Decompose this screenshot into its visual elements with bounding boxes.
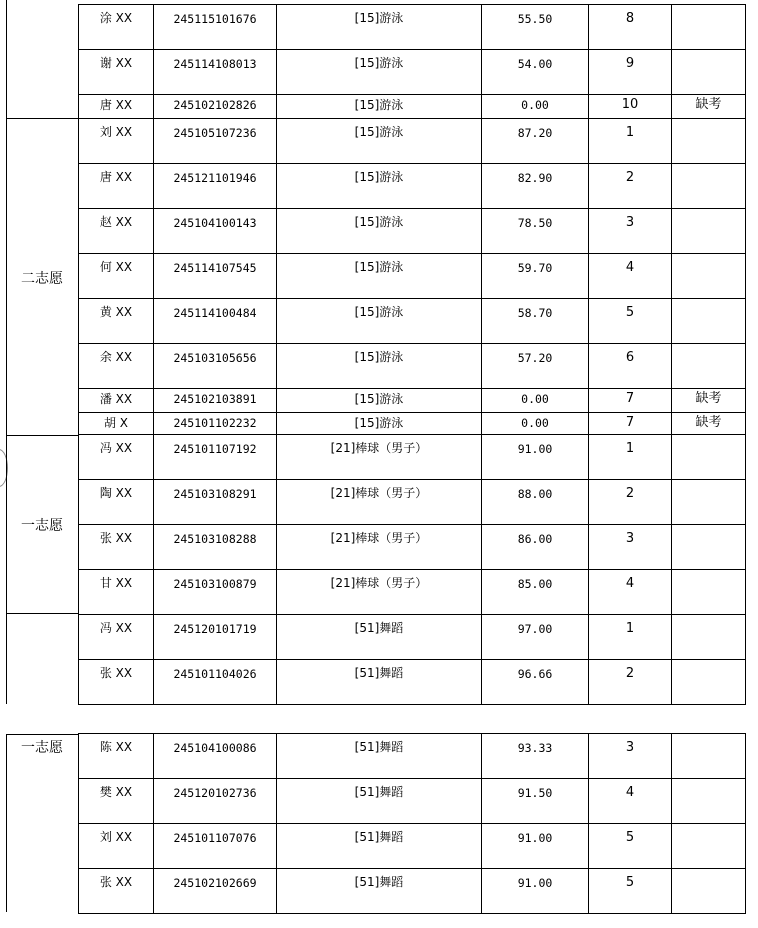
cell-item <box>277 435 482 480</box>
table-row <box>79 299 746 344</box>
cell-exam-id <box>154 254 277 299</box>
cell-remark <box>672 869 746 914</box>
cell-name-text: 冯 XX <box>99 441 133 455</box>
group-separator <box>6 118 78 119</box>
cell-item-text: [51]舞蹈 <box>354 740 404 754</box>
cell-remark-text <box>672 480 745 485</box>
cell-name <box>79 413 154 435</box>
cell-remark-text <box>672 734 745 739</box>
cell-remark <box>672 119 746 164</box>
cell-exam-id <box>154 95 277 119</box>
cell-name-text: 陶 XX <box>99 486 133 500</box>
cell-rank-text: 7 <box>625 415 635 430</box>
table-row <box>79 734 746 779</box>
cell-rank-text: 3 <box>625 531 635 546</box>
cell-exam-id <box>154 570 277 615</box>
cell-remark-text <box>672 779 745 784</box>
cell-exam-id-text: 245102102669 <box>173 876 257 890</box>
cell-rank-text: 5 <box>625 305 635 320</box>
cell-name-text: 涂 XX <box>99 11 133 25</box>
cell-name <box>79 50 154 95</box>
cell-rank <box>589 869 672 914</box>
cell-name <box>79 389 154 413</box>
cell-remark <box>672 164 746 209</box>
cell-item-text: [15]游泳 <box>354 392 404 406</box>
cell-item <box>277 615 482 660</box>
cell-score <box>482 119 589 164</box>
cell-score <box>482 344 589 389</box>
cell-rank-text: 4 <box>625 260 635 275</box>
table-row <box>79 525 746 570</box>
cell-name-text: 赵 XX <box>99 215 133 229</box>
cell-item-text: [51]舞蹈 <box>354 621 404 635</box>
table-row <box>79 344 746 389</box>
cell-name-text: 张 XX <box>99 666 133 680</box>
cell-item <box>277 209 482 254</box>
cell-rank-text: 10 <box>621 97 639 112</box>
cell-score-text: 55.50 <box>517 12 553 26</box>
cell-score-text: 97.00 <box>517 622 553 636</box>
cell-exam-id <box>154 389 277 413</box>
cell-item-text: [15]游泳 <box>354 56 404 70</box>
cell-remark-text <box>672 615 745 620</box>
cell-remark <box>672 570 746 615</box>
cell-name-text: 刘 XX <box>99 125 133 139</box>
cell-item-text: [51]舞蹈 <box>354 830 404 844</box>
table-row <box>79 615 746 660</box>
cell-exam-id-text: 245103105656 <box>173 351 257 365</box>
cell-rank-text: 2 <box>625 486 635 501</box>
cell-item <box>277 869 482 914</box>
cell-exam-id-text: 245114108013 <box>173 57 257 71</box>
cell-remark <box>672 95 746 119</box>
cell-rank <box>589 254 672 299</box>
cell-exam-id-text: 245102102826 <box>173 98 257 112</box>
cell-score-text: 91.00 <box>517 831 553 845</box>
group-column-border <box>6 0 79 704</box>
cell-exam-id-text: 245103100879 <box>173 577 257 591</box>
cell-score <box>482 254 589 299</box>
cell-item-text: [15]游泳 <box>354 11 404 25</box>
cell-item <box>277 824 482 869</box>
cell-remark-text <box>672 660 745 665</box>
cell-rank <box>589 435 672 480</box>
cell-rank-text: 8 <box>625 11 635 26</box>
cell-score <box>482 824 589 869</box>
cell-name <box>79 869 154 914</box>
cell-rank-text: 5 <box>625 875 635 890</box>
cell-remark-text: 缺考 <box>695 391 722 406</box>
cell-name-text: 谢 XX <box>99 56 133 70</box>
cell-name-text: 张 XX <box>99 531 133 545</box>
cell-name <box>79 615 154 660</box>
cell-remark <box>672 5 746 50</box>
cell-remark-text <box>672 344 745 349</box>
table-row <box>79 119 746 164</box>
cell-remark <box>672 824 746 869</box>
cell-item <box>277 389 482 413</box>
cell-item-text: [15]游泳 <box>354 416 404 430</box>
cell-remark-text <box>672 119 745 124</box>
cell-exam-id <box>154 413 277 435</box>
cell-score <box>482 95 589 119</box>
cell-remark-text <box>672 254 745 259</box>
table-row <box>79 95 746 119</box>
cell-exam-id-text: 245114100484 <box>173 306 257 320</box>
table-row <box>79 254 746 299</box>
cell-rank <box>589 50 672 95</box>
cell-item <box>277 480 482 525</box>
group-separator <box>6 613 78 614</box>
table-row <box>79 209 746 254</box>
group-label: 一志愿 <box>21 518 63 534</box>
cell-rank-text: 4 <box>625 785 635 800</box>
cell-score-text: 0.00 <box>521 392 549 406</box>
cell-remark <box>672 480 746 525</box>
cell-rank-text: 6 <box>625 350 635 365</box>
cell-item-text: [51]舞蹈 <box>354 666 404 680</box>
cell-remark <box>672 525 746 570</box>
cell-item <box>277 779 482 824</box>
cell-name <box>79 344 154 389</box>
cell-score <box>482 50 589 95</box>
cell-item <box>277 660 482 705</box>
cell-exam-id <box>154 164 277 209</box>
cell-rank <box>589 570 672 615</box>
cell-rank <box>589 779 672 824</box>
cell-rank <box>589 164 672 209</box>
cell-item <box>277 344 482 389</box>
cell-name <box>79 299 154 344</box>
cell-item <box>277 413 482 435</box>
cell-rank-text: 9 <box>625 56 635 71</box>
cell-exam-id <box>154 734 277 779</box>
cell-name <box>79 435 154 480</box>
cell-item-text: [21]棒球（男子） <box>330 576 428 590</box>
cell-rank-text: 3 <box>625 740 635 755</box>
cell-remark <box>672 50 746 95</box>
cell-rank-text: 1 <box>625 125 635 140</box>
cell-score-text: 82.90 <box>517 171 553 185</box>
cell-rank <box>589 480 672 525</box>
cell-rank-text: 5 <box>625 830 635 845</box>
cell-name <box>79 824 154 869</box>
cell-item-text: [21]棒球（男子） <box>330 531 428 545</box>
cell-item <box>277 5 482 50</box>
cell-remark <box>672 344 746 389</box>
cell-name-text: 刘 XX <box>99 830 133 844</box>
table-row <box>79 5 746 50</box>
table-row <box>79 779 746 824</box>
cell-score <box>482 164 589 209</box>
cell-name <box>79 5 154 50</box>
cell-item-text: [51]舞蹈 <box>354 785 404 799</box>
cell-score-text: 88.00 <box>517 487 553 501</box>
cell-exam-id-text: 245101104026 <box>173 667 257 681</box>
cell-remark <box>672 389 746 413</box>
cell-score <box>482 525 589 570</box>
cell-exam-id-text: 245120101719 <box>173 622 257 636</box>
cell-item-text: [51]舞蹈 <box>354 875 404 889</box>
cell-item-text: [15]游泳 <box>354 305 404 319</box>
cell-rank-text: 3 <box>625 215 635 230</box>
cell-score-text: 59.70 <box>517 261 553 275</box>
cell-exam-id <box>154 119 277 164</box>
cell-name-text: 樊 XX <box>99 785 133 799</box>
cell-exam-id <box>154 480 277 525</box>
cell-score-text: 0.00 <box>521 98 549 112</box>
cell-exam-id-text: 245102103891 <box>173 392 257 406</box>
cell-exam-id <box>154 525 277 570</box>
cell-item <box>277 95 482 119</box>
cell-remark-text: 缺考 <box>695 97 722 112</box>
cell-remark-text <box>672 50 745 55</box>
cell-rank <box>589 660 672 705</box>
cell-name-text: 唐 XX <box>99 98 133 112</box>
cell-exam-id <box>154 5 277 50</box>
group-label: 一志愿 <box>21 740 63 756</box>
cell-remark <box>672 435 746 480</box>
cell-remark <box>672 254 746 299</box>
cell-exam-id <box>154 209 277 254</box>
cell-score-text: 78.50 <box>517 216 553 230</box>
cell-remark-text: 缺考 <box>695 415 722 430</box>
cell-name-text: 黄 XX <box>99 305 133 319</box>
cell-rank-text: 2 <box>625 666 635 681</box>
table-row <box>79 164 746 209</box>
cell-exam-id <box>154 615 277 660</box>
cell-name-text: 陈 XX <box>99 740 133 754</box>
cell-name <box>79 525 154 570</box>
cell-item-text: [15]游泳 <box>354 215 404 229</box>
cell-exam-id-text: 245120102736 <box>173 786 257 800</box>
table-row <box>79 435 746 480</box>
cell-exam-id <box>154 869 277 914</box>
cell-item <box>277 50 482 95</box>
cell-rank-text: 1 <box>625 621 635 636</box>
cell-exam-id-text: 245101102232 <box>173 416 257 430</box>
cell-score-text: 86.00 <box>517 532 553 546</box>
cell-remark <box>672 209 746 254</box>
cell-exam-id <box>154 824 277 869</box>
cell-score <box>482 5 589 50</box>
cell-remark-text <box>672 824 745 829</box>
cell-rank <box>589 824 672 869</box>
cell-rank-text: 7 <box>625 391 635 406</box>
cell-item-text: [21]棒球（男子） <box>330 486 428 500</box>
cell-item-text: [21]棒球（男子） <box>330 441 428 455</box>
cell-remark-text <box>672 299 745 304</box>
cell-score-text: 57.20 <box>517 351 553 365</box>
cell-item <box>277 299 482 344</box>
cell-exam-id-text: 245114107545 <box>173 261 257 275</box>
cell-rank <box>589 525 672 570</box>
cell-item <box>277 570 482 615</box>
cell-name-text: 张 XX <box>99 875 133 889</box>
table-row <box>79 869 746 914</box>
cell-item <box>277 164 482 209</box>
cell-name <box>79 254 154 299</box>
cell-score-text: 54.00 <box>517 57 553 71</box>
cell-item <box>277 734 482 779</box>
cell-name-text: 甘 XX <box>99 576 133 590</box>
cell-rank <box>589 615 672 660</box>
cell-remark-text <box>672 164 745 169</box>
table-row <box>79 50 746 95</box>
cell-exam-id-text: 245101107076 <box>173 831 257 845</box>
cell-remark-text <box>672 5 745 10</box>
cell-score-text: 0.00 <box>521 416 549 430</box>
table-row <box>79 413 746 435</box>
cell-name <box>79 164 154 209</box>
cell-score-text: 93.33 <box>517 741 553 755</box>
cell-remark <box>672 779 746 824</box>
cell-item-text: [15]游泳 <box>354 170 404 184</box>
cell-item-text: [15]游泳 <box>354 125 404 139</box>
cell-exam-id <box>154 435 277 480</box>
cell-name <box>79 95 154 119</box>
cell-exam-id <box>154 344 277 389</box>
group-label: 二志愿 <box>21 271 63 287</box>
cell-remark <box>672 615 746 660</box>
cell-item <box>277 525 482 570</box>
cell-remark <box>672 660 746 705</box>
cell-name-text: 潘 XX <box>99 392 133 406</box>
cell-score <box>482 615 589 660</box>
cell-remark-text <box>672 435 745 440</box>
cell-score <box>482 389 589 413</box>
cell-name-text: 余 XX <box>99 350 133 364</box>
cell-exam-id-text: 245104100086 <box>173 741 257 755</box>
cell-remark <box>672 413 746 435</box>
cell-rank <box>589 389 672 413</box>
cell-name <box>79 734 154 779</box>
cell-name <box>79 570 154 615</box>
cell-rank-text: 1 <box>625 441 635 456</box>
cell-name <box>79 660 154 705</box>
cell-name <box>79 779 154 824</box>
cell-exam-id-text: 245103108291 <box>173 487 257 501</box>
table-row <box>79 824 746 869</box>
cell-score <box>482 570 589 615</box>
cell-score-text: 96.66 <box>517 667 553 681</box>
cell-score <box>482 413 589 435</box>
cell-exam-id-text: 245101107192 <box>173 442 257 456</box>
cell-item <box>277 254 482 299</box>
cell-remark-text <box>672 209 745 214</box>
cell-score <box>482 734 589 779</box>
cell-score <box>482 660 589 705</box>
cell-score <box>482 435 589 480</box>
cell-item <box>277 119 482 164</box>
cell-rank <box>589 299 672 344</box>
table-row <box>79 480 746 525</box>
cell-score <box>482 480 589 525</box>
table-row <box>79 660 746 705</box>
cell-score-text: 91.00 <box>517 442 553 456</box>
cell-score <box>482 299 589 344</box>
results-table-continued <box>78 733 746 914</box>
cell-rank <box>589 344 672 389</box>
cell-remark-text <box>672 869 745 874</box>
cell-remark-text <box>672 570 745 575</box>
group-separator <box>6 435 78 436</box>
cell-exam-id <box>154 50 277 95</box>
cell-name <box>79 209 154 254</box>
cell-score-text: 87.20 <box>517 126 553 140</box>
cell-score-text: 85.00 <box>517 577 553 591</box>
cell-item-text: [15]游泳 <box>354 260 404 274</box>
cell-item-text: [15]游泳 <box>354 350 404 364</box>
cell-exam-id <box>154 660 277 705</box>
cell-rank <box>589 5 672 50</box>
table-row <box>79 570 746 615</box>
cell-exam-id-text: 245115101676 <box>173 12 257 26</box>
cell-name-text: 唐 XX <box>99 170 133 184</box>
cell-rank-text: 2 <box>625 170 635 185</box>
cell-exam-id <box>154 299 277 344</box>
cell-exam-id-text: 245103108288 <box>173 532 257 546</box>
cell-rank <box>589 734 672 779</box>
cell-rank <box>589 95 672 119</box>
cell-rank <box>589 413 672 435</box>
cell-score-text: 91.50 <box>517 786 553 800</box>
cell-name <box>79 119 154 164</box>
cell-score <box>482 869 589 914</box>
group-separator <box>6 734 78 735</box>
cell-name-text: 何 XX <box>99 260 133 274</box>
cell-remark <box>672 734 746 779</box>
table-row <box>79 389 746 413</box>
cell-exam-id-text: 245121101946 <box>173 171 257 185</box>
cell-rank <box>589 119 672 164</box>
cell-remark-text <box>672 525 745 530</box>
cell-name-text: 冯 XX <box>99 621 133 635</box>
cell-score-text: 91.00 <box>517 876 553 890</box>
cell-item-text: [15]游泳 <box>354 98 404 112</box>
cell-rank <box>589 209 672 254</box>
cell-exam-id-text: 245105107236 <box>173 126 257 140</box>
results-table <box>78 4 746 705</box>
cell-exam-id <box>154 779 277 824</box>
cell-remark <box>672 299 746 344</box>
cell-name <box>79 480 154 525</box>
cell-rank-text: 4 <box>625 576 635 591</box>
cell-exam-id-text: 245104100143 <box>173 216 257 230</box>
cell-score <box>482 209 589 254</box>
group-column-border <box>6 734 79 912</box>
cell-score-text: 58.70 <box>517 306 553 320</box>
cell-name-text: 胡 X <box>103 416 129 430</box>
cell-score <box>482 779 589 824</box>
